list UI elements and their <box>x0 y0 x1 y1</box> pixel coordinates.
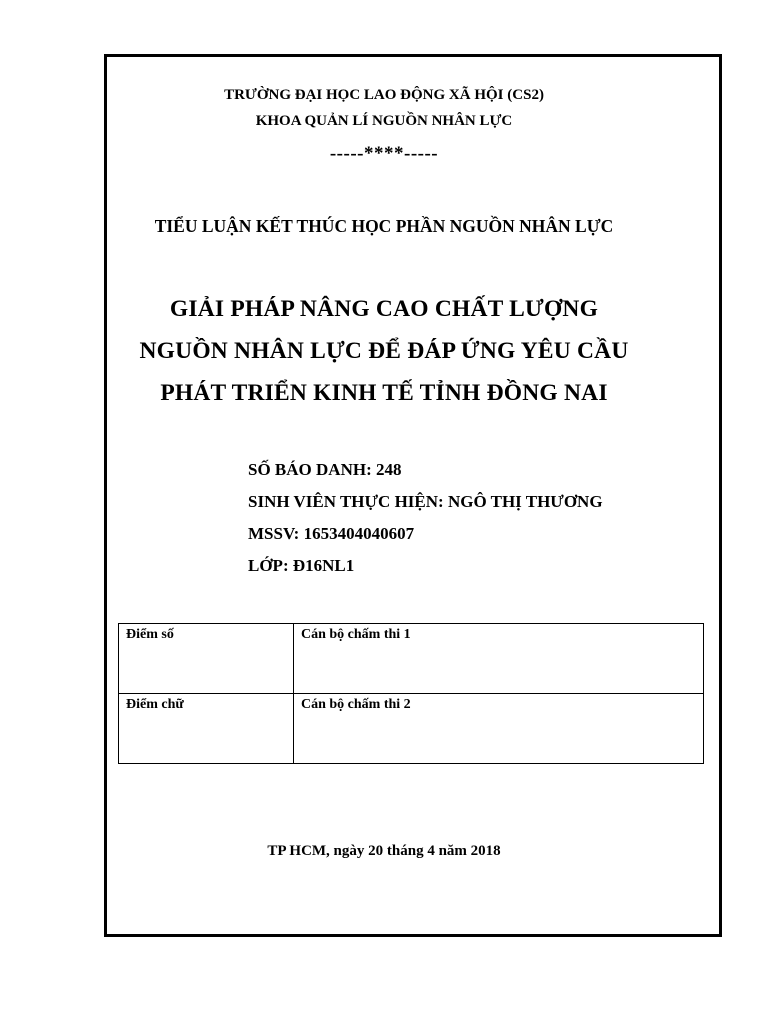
table-row <box>119 694 704 764</box>
student-name: SINH VIÊN THỰC HIỆN: NGÔ THỊ THƯƠNG <box>248 492 603 511</box>
score-words-cell: Điểm chữ <box>119 694 294 764</box>
title-line-3: PHÁT TRIỂN KINH TẾ TỈNH ĐỒNG NAI <box>160 380 608 406</box>
faculty-name: KHOA QUẢN LÍ NGUỒN NHÂN LỰC <box>255 113 513 129</box>
exam-number: SỐ BÁO DANH: 248 <box>248 460 402 479</box>
examiner-1-cell: Cán bộ chấm thi 1 <box>294 624 704 694</box>
examiner-2-cell: Cán bộ chấm thi 2 <box>294 694 704 764</box>
header-ornament: -----****----- <box>329 143 439 164</box>
student-class: LỚP: Đ16NL1 <box>248 556 355 575</box>
table-row <box>119 624 704 694</box>
title-line-2: NGUỒN NHÂN LỰC ĐỂ ĐÁP ỨNG YÊU CẦU <box>139 338 629 364</box>
school-name: TRƯỜNG ĐẠI HỌC LAO ĐỘNG XÃ HỘI (CS2) <box>224 87 544 103</box>
essay-type: TIỂU LUẬN KẾT THÚC HỌC PHẦN NGUỒN NHÂN LỰC <box>154 216 614 236</box>
student-id: MSSV: 1653404040607 <box>248 524 415 543</box>
grading-table <box>118 623 704 764</box>
student-info <box>248 459 603 587</box>
title-line-1: GIẢI PHÁP NÂNG CAO CHẤT LƯỢNG <box>169 296 599 322</box>
date-line: TP HCM, ngày 20 tháng 4 năm 2018 <box>267 843 501 859</box>
score-number-cell: Điểm số <box>119 624 294 694</box>
